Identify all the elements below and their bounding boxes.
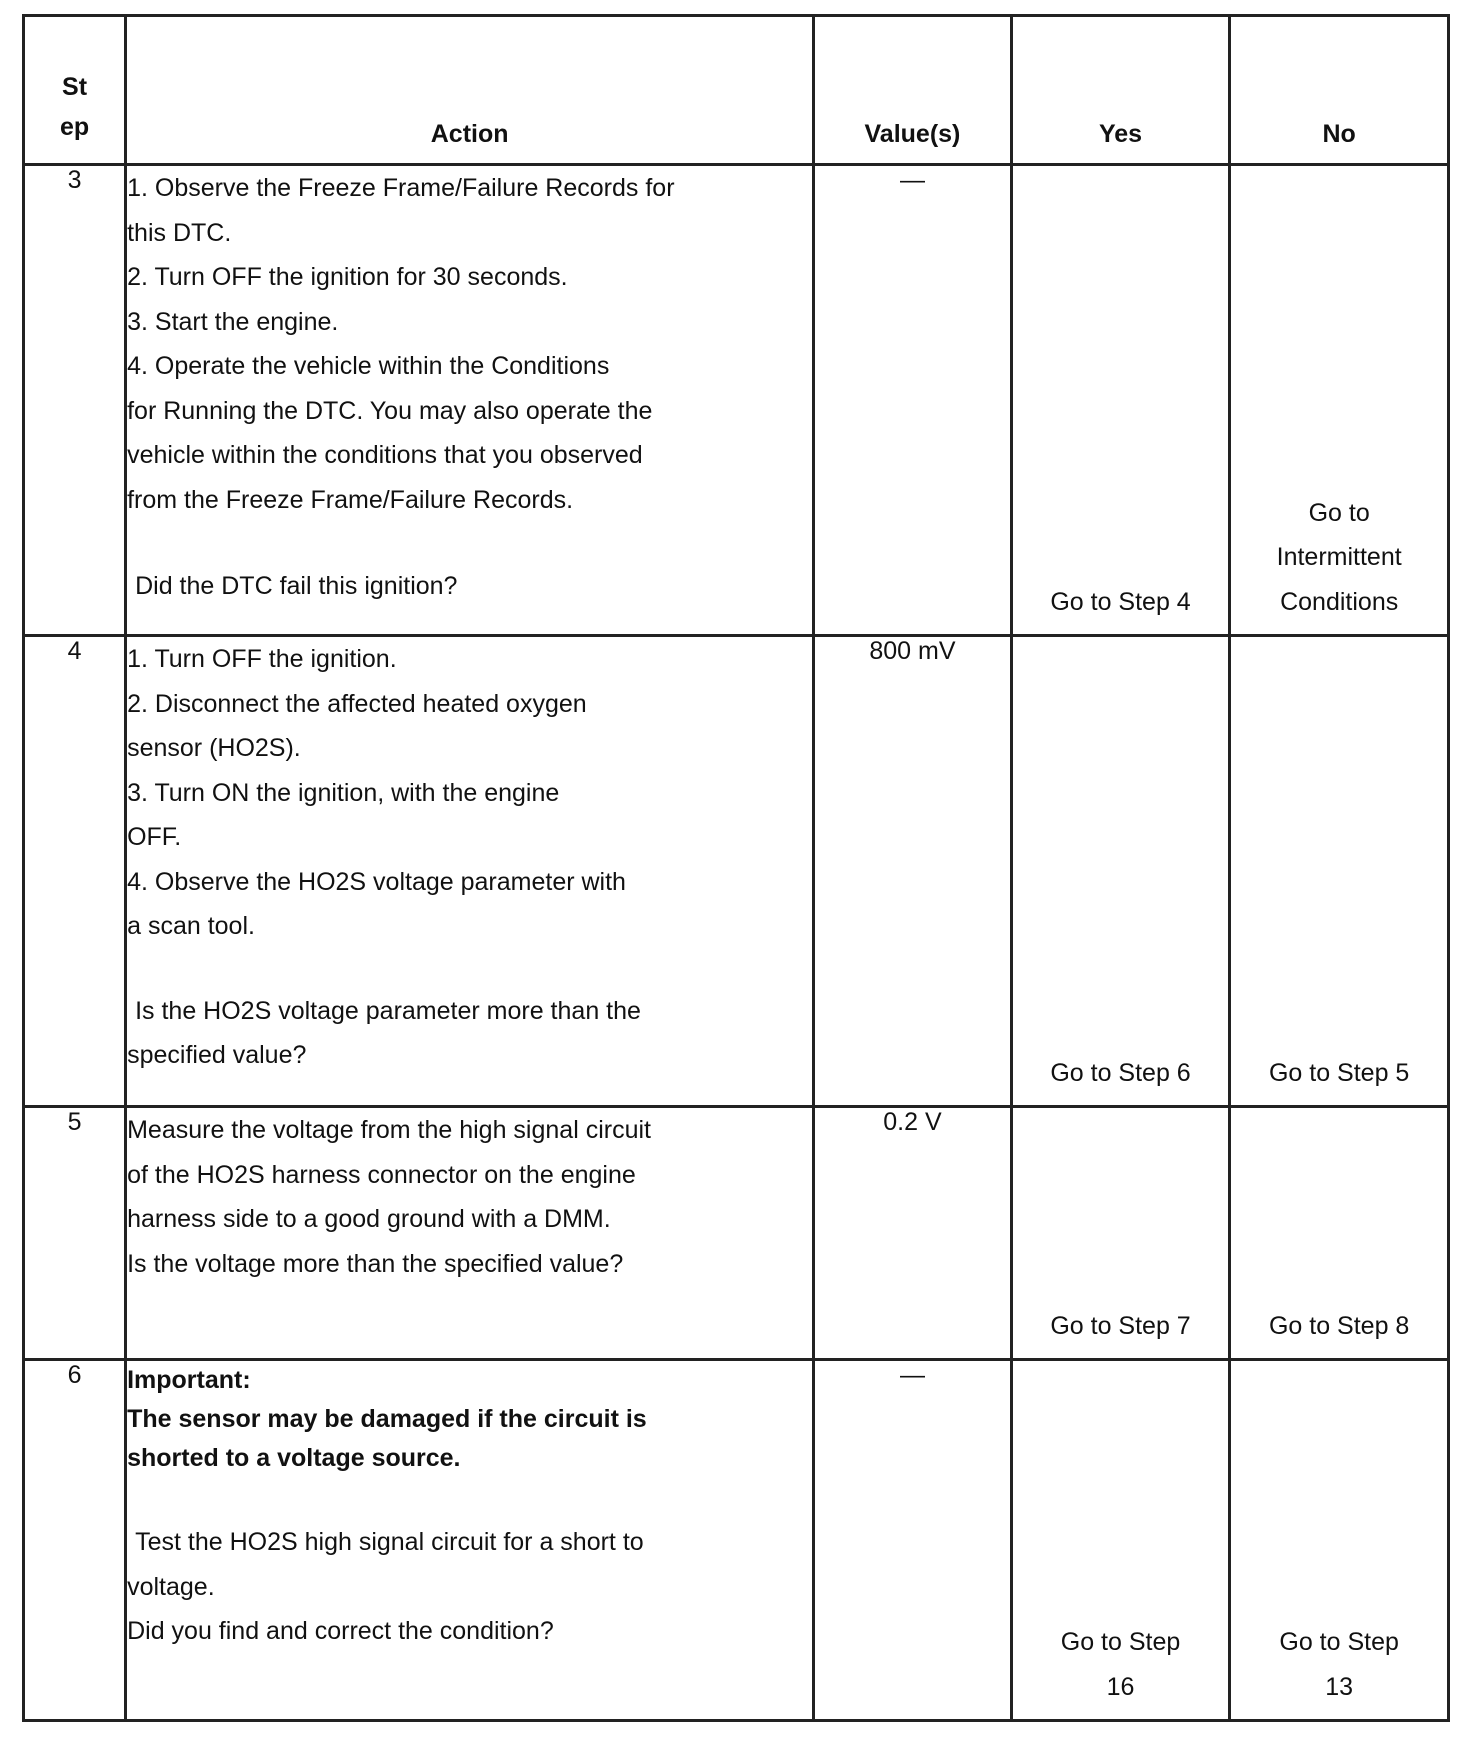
- action-line: 4. Operate the vehicle within the Conditions: [127, 352, 610, 380]
- step-number: 3: [24, 165, 126, 636]
- header-row: [24, 16, 1449, 165]
- yes-text-line: Go to Step: [1060, 1628, 1181, 1656]
- action-question: Is the voltage more than the specified value?: [127, 1249, 624, 1278]
- step-number: 4: [24, 636, 126, 1107]
- header-no: No: [1230, 16, 1449, 165]
- header-step-line1: St: [62, 73, 88, 101]
- yes-cell: [1011, 1107, 1230, 1360]
- no-cell: [1230, 636, 1449, 1107]
- diagnostic-table: [22, 14, 1450, 1722]
- action-line: 1. Observe the Freeze Frame/Failure Records for: [127, 174, 675, 202]
- action-line: this DTC.: [127, 218, 232, 247]
- yes-text: Go to Step 7: [1050, 1311, 1191, 1340]
- no-text-line: Conditions: [1280, 587, 1399, 616]
- action-question: Did you find and correct the condition?: [127, 1617, 554, 1645]
- action-question: Did the DTC fail this ignition?: [135, 572, 458, 600]
- header-values: Value(s): [814, 16, 1012, 165]
- step-number: 5: [24, 1107, 126, 1360]
- no-text: [1231, 1620, 1447, 1709]
- action-cell: [126, 165, 814, 636]
- action-cell: [126, 1360, 814, 1721]
- action-line: 4. Observe the HO2S voltage parameter with: [127, 867, 626, 896]
- action-line: OFF.: [127, 823, 182, 851]
- yes-text: Go to Step 6: [1050, 1058, 1191, 1087]
- table-row: [24, 165, 1449, 636]
- value-cell: —: [814, 165, 1012, 636]
- action-line: 3. Turn ON the ignition, with the engine: [127, 778, 560, 807]
- step-number: 6: [24, 1360, 126, 1721]
- no-text: Go to Step 8: [1268, 1311, 1410, 1340]
- header-yes: Yes: [1011, 16, 1230, 165]
- header-step-line2: ep: [59, 113, 90, 141]
- table-row: [24, 1107, 1449, 1360]
- no-cell: [1230, 1360, 1449, 1721]
- action-line: harness side to a good ground with a DMM.: [127, 1205, 611, 1233]
- no-text: [1231, 491, 1447, 625]
- value-cell: 0.2 V: [814, 1107, 1012, 1360]
- action-line: sensor (HO2S).: [127, 734, 301, 762]
- action-line: for Running the DTC. You may also operate the: [127, 396, 653, 425]
- yes-cell: [1011, 165, 1230, 636]
- header-step: [24, 16, 126, 165]
- yes-text: [1013, 1620, 1229, 1709]
- no-cell: [1230, 1107, 1449, 1360]
- action-line: 2. Turn OFF the ignition for 30 seconds.: [127, 263, 568, 291]
- action-line: 1. Turn OFF the ignition.: [127, 645, 397, 673]
- no-text-line: Go to Step: [1279, 1628, 1399, 1656]
- important-text: shorted to a voltage source.: [127, 1444, 461, 1472]
- action-line: 3. Start the engine.: [127, 307, 339, 336]
- action-cell: [126, 1107, 814, 1360]
- table-row: [24, 636, 1449, 1107]
- action-line: a scan tool.: [127, 912, 255, 940]
- yes-cell: [1011, 1360, 1230, 1721]
- value-cell: 800 mV: [814, 636, 1012, 1107]
- no-text-line: Go to: [1308, 498, 1370, 527]
- yes-text: Go to Step 4: [1050, 587, 1191, 616]
- action-line: voltage.: [127, 1572, 215, 1601]
- no-text: Go to Step 5: [1268, 1058, 1410, 1087]
- yes-text-line: 16: [1106, 1672, 1135, 1701]
- action-line: 2. Disconnect the affected heated oxygen: [127, 689, 587, 718]
- value-cell: —: [814, 1360, 1012, 1721]
- action-question: Is the HO2S voltage parameter more than the: [135, 996, 641, 1025]
- no-text-line: Intermittent: [1276, 543, 1402, 571]
- action-line: vehicle within the conditions that you observed: [127, 441, 643, 469]
- important-label: Important:: [127, 1366, 251, 1394]
- yes-cell: [1011, 636, 1230, 1107]
- action-cell: [126, 636, 814, 1107]
- no-cell: [1230, 165, 1449, 636]
- action-line: Measure the voltage from the high signal circuit: [127, 1116, 651, 1144]
- important-text: The sensor may be damaged if the circuit is: [127, 1405, 647, 1433]
- no-text-line: 13: [1325, 1672, 1354, 1701]
- action-line: Test the HO2S high signal circuit for a short to: [135, 1528, 644, 1556]
- header-action: Action: [126, 16, 814, 165]
- action-line: of the HO2S harness connector on the engine: [127, 1160, 636, 1189]
- action-line: from the Freeze Frame/Failure Records.: [127, 485, 574, 514]
- table-row: [24, 1360, 1449, 1721]
- action-question: specified value?: [127, 1041, 307, 1069]
